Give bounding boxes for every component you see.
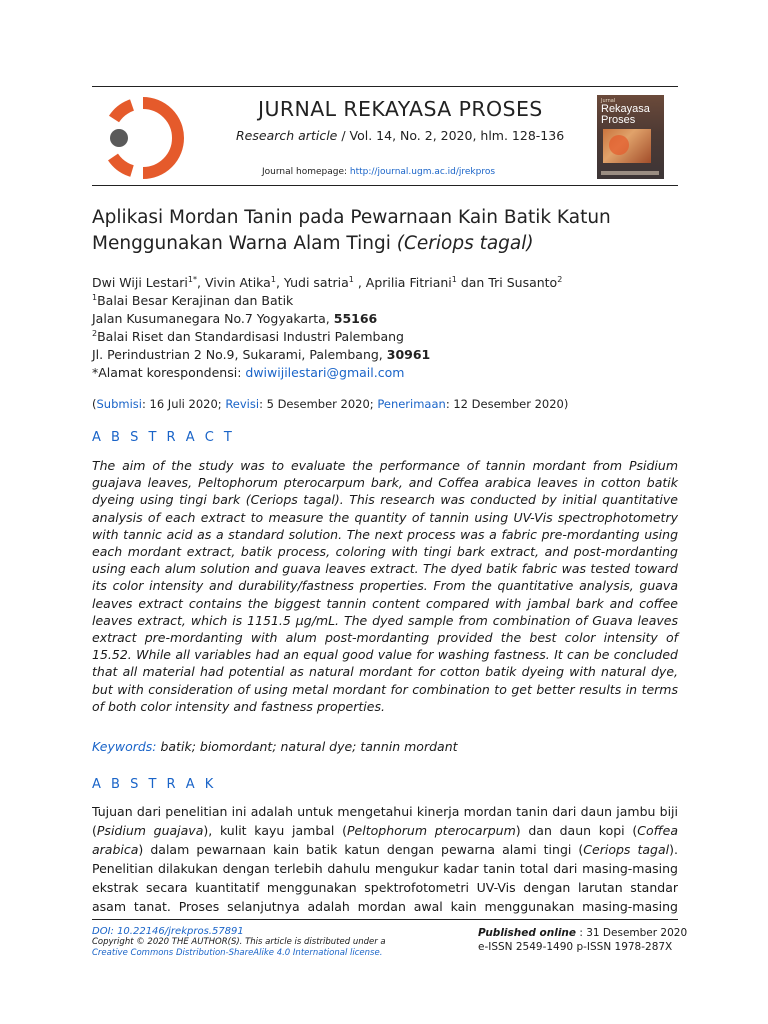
abstrak-species-2: Peltophorum pterocarpum	[347, 823, 516, 838]
published-date: : 31 Desember 2020	[576, 927, 688, 939]
footer-right	[478, 926, 687, 954]
submission-date: : 16 Juli 2020;	[141, 397, 226, 411]
published-label: Published online	[478, 927, 577, 939]
affiliation-1-text: Balai Besar Kerajinan dan Batik	[97, 293, 294, 308]
journal-volume-info	[236, 128, 564, 143]
abstrak-heading: A B S T R A K	[92, 777, 217, 792]
affiliation-2-name	[92, 329, 404, 344]
homepage-label: Journal homepage:	[262, 167, 350, 177]
affiliation-1-address	[92, 311, 377, 326]
submission-label: Submisi	[96, 397, 142, 411]
abstrak-part-2: ), kulit kayu jambal (	[203, 823, 348, 838]
journal-homepage	[262, 167, 495, 177]
affiliation-2-address	[92, 347, 430, 362]
acceptance-date: : 12 Desember 2020)	[445, 397, 569, 411]
author-1: Dwi Wiji Lestari	[92, 275, 188, 290]
author-5: dan Tri Susanto	[456, 275, 558, 290]
license-link[interactable]: Creative Commons Distribution-ShareAlike 4.0 International license.	[92, 948, 383, 958]
correspondence-label: *Alamat korespondensi:	[92, 365, 246, 380]
author-list	[92, 275, 562, 290]
abstrak-species-3: Coffea arabica	[92, 823, 678, 857]
keywords	[92, 739, 458, 754]
keywords-values: batik; biomordant; natural dye; tannin mordant	[156, 739, 458, 754]
dates-open: (	[92, 397, 97, 411]
affiliation-1-zip: 55166	[333, 311, 378, 326]
article-type: Research article	[236, 128, 338, 143]
journal-name: JURNAL REKAYASA PROSES	[258, 97, 543, 121]
author-4-sup: 1	[451, 274, 457, 284]
author-4: , Aprilia Fitriani	[353, 275, 452, 290]
author-1-sup: 1*	[187, 274, 197, 284]
submission-dates	[92, 397, 568, 411]
abstract-heading: A B S T R A C T	[92, 430, 235, 445]
affiliation-2-zip: 30961	[386, 347, 431, 362]
abstrak-part-3: ) dan daun kopi (	[515, 823, 638, 838]
revision-date: : 5 Desember 2020;	[259, 397, 378, 411]
cover-footer-strip	[601, 171, 659, 175]
cover-top-label: Jurnal	[601, 98, 616, 104]
abstrak-part-1: Tujuan dari penelitian ini adalah untuk mengetahui kinerja mordan tanin dari daun jambu biji (	[92, 804, 678, 838]
article-title-main: Aplikasi Mordan Tanin pada Pewarnaan Kain Batik Katun Menggunakan Warna Alam Tingi	[92, 207, 611, 254]
author-5-sup: 2	[557, 274, 563, 284]
volume-info: / Vol. 14, No. 2, 2020, hlm. 128-136	[337, 128, 565, 143]
header-bottom-rule	[92, 185, 678, 186]
author-2-sup: 1	[270, 274, 276, 284]
acceptance-label: Penerimaan	[377, 397, 446, 411]
affiliation-1-name	[92, 293, 293, 308]
cover-title-1: Rekayasa	[601, 103, 650, 115]
journal-logo	[100, 95, 186, 181]
author-3-sup: 1	[348, 274, 354, 284]
keywords-label: Keywords:	[92, 739, 157, 754]
doi-link[interactable]: DOI: 10.22146/jrekpros.57891	[92, 926, 244, 937]
abstrak-part-5: ). Penelitian dilakukan dengan terlebih dahulu mengukur kadar tanin total dari masing-masing ekstrak secara kuantitatif menggunakan spektrofotometri UV-Vis dengan larutan standar asam tanat. Proses selanjutnya adalah mordan awal kain menggunakan masing-masing	[92, 842, 678, 914]
affiliation-2-sup: 2	[92, 328, 98, 338]
journal-cover-thumbnail	[597, 95, 664, 179]
affiliation-2-text: Balai Riset dan Standardisasi Industri Palembang	[97, 329, 404, 344]
abstract-text: The aim of the study was to evaluate the performance of tannin mordant from Psidium guajava leaves, Peltophorum pterocarpum bark, and Coffea arabica leaves in cotton batik dyeing using tingi bark (Ceriops tagal). This research was conducted by initial quantitative analysis of each extract to measure the quantity of tannin using UV-Vis spectrophotometry with tannic acid as a standard solution. The next process was a fabric pre-mordanting using each mordant extract, batik process, coloring with tingi bark extract, and post-mordanting using each alum solution and guava leaves extract. The dyed batik fabric was tested toward its color intensity and durability/fastness properties. From the quantitative analysis, guava leaves extract contains the biggest tannin content compared with jambal bark and coffee leaves extract, which is 1151.5 μg/mL. The dyed sample from combination of Guava leaves extract pre-mordanting with alum post-mordanting provided the best color intensity of 15.52. While all variables had an equal good value for washing fastness. It can be concluded that all material had potential as natural mordant for cotton batik dyeing with natural dye, but with consideration of using metal mordant for combination to get better results in terms of both color intensity and fastness properties.	[92, 458, 678, 714]
affiliation-1-street: Jalan Kusumanegara No.7 Yogyakarta,	[92, 311, 334, 326]
abstrak-species-4: Ceriops tagal	[583, 842, 670, 857]
affiliation-2-street: Jl. Perindustrian 2 No.9	[92, 347, 235, 362]
cover-title-2: Proses	[601, 114, 636, 126]
issn-info: e-ISSN 2549-1490 p-ISSN 1978-287X	[478, 941, 673, 953]
cover-decoration	[609, 135, 629, 155]
article-title-italic: (Ceriops tagal)	[396, 233, 534, 254]
footer-rule	[92, 919, 678, 920]
affiliation-2-city: , Sukarami, Palembang,	[234, 347, 387, 362]
correspondence-email-link[interactable]: dwiwijilestari@gmail.com	[245, 365, 405, 380]
article-title	[92, 205, 692, 257]
copyright-text: Copyright © 2020 THE AUTHOR(S). This article is distributed under a	[92, 937, 386, 947]
affiliation-1-sup: 1	[92, 292, 98, 302]
header-top-rule	[92, 86, 678, 87]
author-3: , Yudi satria	[275, 275, 349, 290]
abstrak-text	[92, 802, 678, 916]
footer-left	[92, 926, 386, 959]
abstrak-species-1: Psidium guajava	[96, 823, 204, 838]
correspondence	[92, 365, 404, 380]
author-2: , Vivin Atika	[197, 275, 271, 290]
abstrak-part-4: ) dalam pewarnaan kain batik katun dengan pewarna alami tingi (	[138, 842, 584, 857]
homepage-link[interactable]: http://journal.ugm.ac.id/jrekpros	[349, 167, 496, 177]
revision-label: Revisi	[225, 397, 260, 411]
